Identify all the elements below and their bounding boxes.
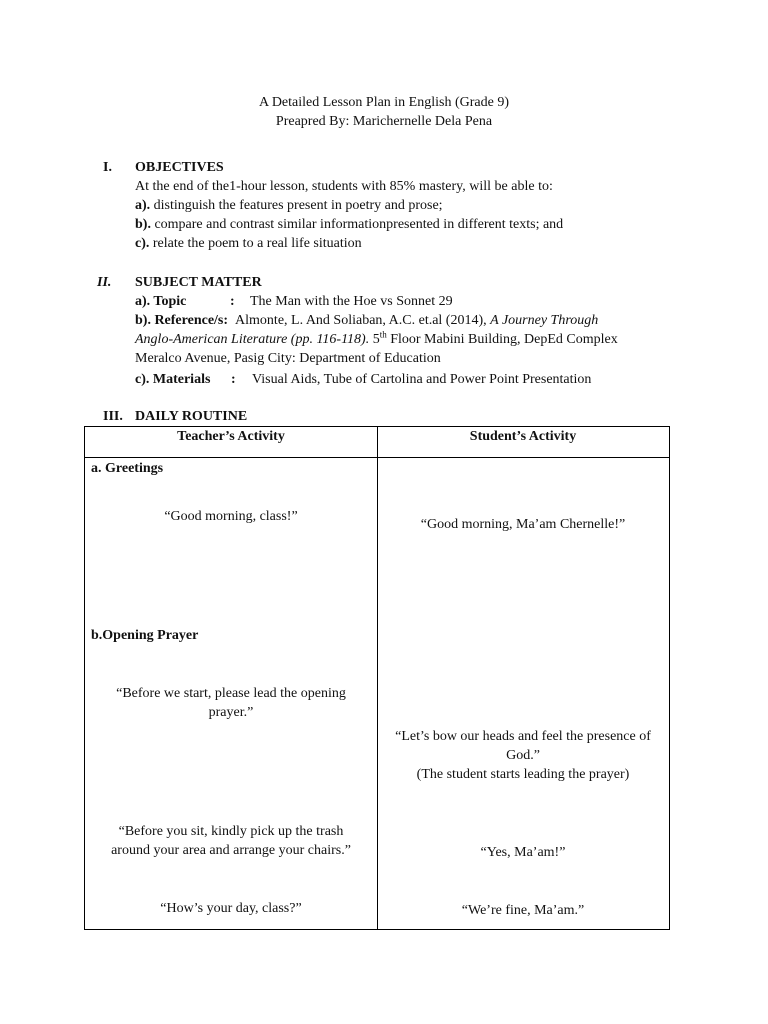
reference-authors: Almonte, L. And Soliaban, A.C. et.al (2014), [235, 313, 491, 328]
objective-label: a). [135, 198, 151, 213]
section-numeral-daily-routine: III. [103, 409, 123, 424]
section-numeral-objectives: I. [103, 160, 112, 175]
teacher-prayer-line-2: prayer.” [208, 705, 254, 720]
teacher-trash-line-2: around your area and arrange your chairs.” [111, 843, 351, 858]
teacher-prayer-line-1: “Before we start, please lead the opening [116, 686, 346, 701]
objectives-intro: At the end of the1-hour lesson, students with 85% mastery, will be able to: [135, 179, 553, 194]
materials-separator: : [231, 372, 236, 387]
greetings-label: a. Greetings [91, 461, 164, 476]
column-header-student: Student’s Activity [469, 429, 577, 444]
reference-floor-superscript: th [379, 329, 387, 340]
section-heading-subject-matter: SUBJECT MATTER [135, 275, 262, 290]
header-divider [85, 457, 669, 458]
student-prayer-line-2: God.” [506, 748, 540, 763]
student-day-response: “We’re fine, Ma’am.” [461, 903, 585, 918]
student-prayer-line-1: “Let’s bow our heads and feel the presence of [395, 729, 651, 744]
prepared-by: Preapred By: Marichernelle Dela Pena [275, 114, 493, 129]
reference-floor-number: 5 [369, 332, 380, 347]
objective-item [135, 215, 563, 234]
section-heading-daily-routine: DAILY ROUTINE [135, 409, 248, 424]
objective-label: b). [135, 217, 151, 232]
student-prayer-line-3: (The student starts leading the prayer) [416, 767, 630, 782]
student-greeting: “Good morning, Ma’am Chernelle!” [420, 517, 626, 532]
section-heading-objectives: OBJECTIVES [135, 160, 224, 175]
objective-item [135, 196, 443, 215]
teacher-greeting: “Good morning, class!” [164, 509, 298, 524]
topic-value: The Man with the Hoe vs Sonnet 29 [250, 294, 453, 309]
objective-label: c). [135, 236, 150, 251]
objective-text: relate the poem to a real life situation [149, 236, 362, 251]
reference-line-1 [135, 311, 598, 330]
teacher-day-question: “How’s your day, class?” [160, 901, 302, 916]
daily-routine-table [84, 426, 670, 930]
topic-label: a). Topic [135, 294, 187, 309]
document-title: A Detailed Lesson Plan in English (Grade 9) [258, 95, 509, 110]
reference-title-part-1: A Journey Through [490, 313, 599, 328]
opening-prayer-label: b.Opening Prayer [91, 628, 199, 643]
topic-separator: : [230, 294, 235, 309]
section-numeral-subject-matter: II. [97, 275, 112, 290]
reference-floor-rest: Floor Mabini Building, DepEd Complex [386, 332, 618, 347]
objective-text: distinguish the features present in poetry and prose; [150, 198, 443, 213]
reference-title-part-2: Anglo-American Literature (pp. 116-118). [135, 332, 370, 347]
materials-label: c). Materials [135, 372, 211, 387]
teacher-trash-line-1: “Before you sit, kindly pick up the trash [118, 824, 344, 839]
reference-label: b). Reference/s: [135, 313, 229, 328]
materials-value: Visual Aids, Tube of Cartolina and Power Point Presentation [252, 372, 592, 387]
objective-text: compare and contrast similar informationpresented in different texts; and [150, 217, 564, 232]
reference-line-3: Meralco Avenue, Pasig City: Department of Education [135, 351, 441, 366]
student-trash-response: “Yes, Ma’am!” [480, 845, 566, 860]
column-header-teacher: Teacher’s Activity [177, 429, 285, 444]
objective-item [135, 234, 362, 253]
reference-line-2 [135, 330, 618, 349]
